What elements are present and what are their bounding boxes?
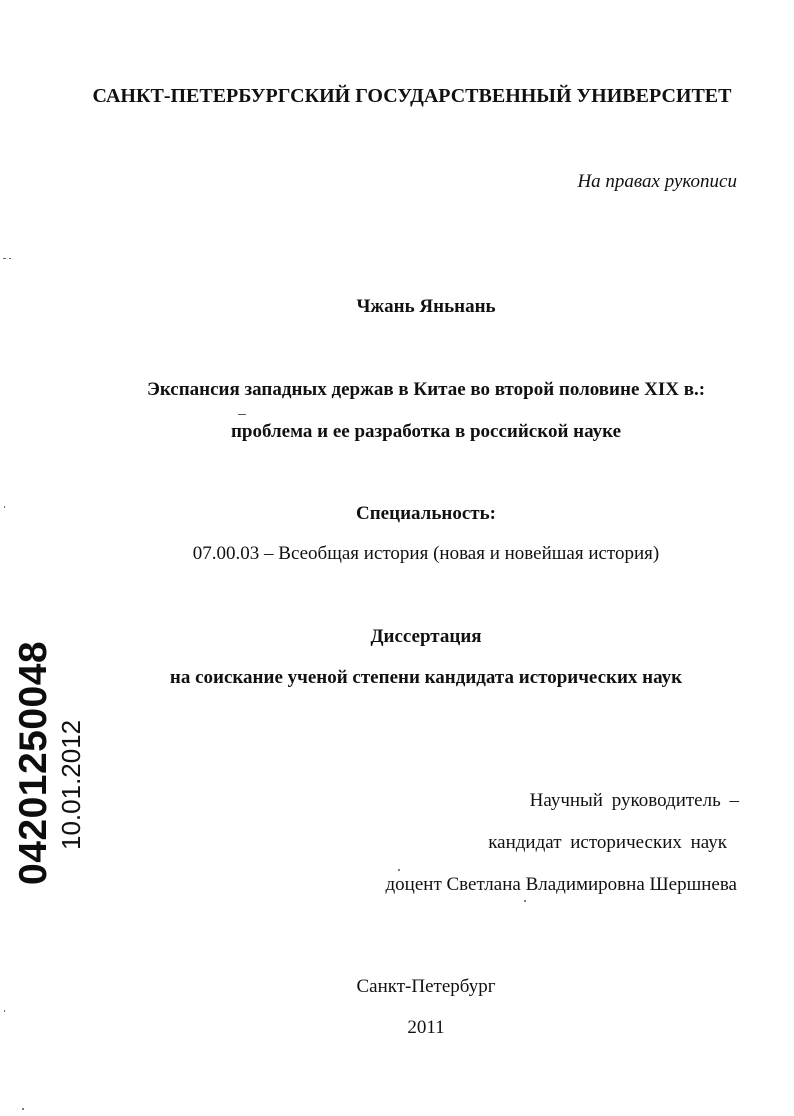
year: 2011 [407, 1017, 445, 1038]
thesis-title-line-1: Экспансия западных держав в Китае во второй половине XIX в.: [146, 379, 706, 400]
supervisor-degree: кандидат исторических наук [488, 832, 727, 853]
dissertation-heading: Диссертация [370, 626, 482, 647]
scan-speck [9, 258, 11, 259]
scan-speck [22, 1108, 24, 1110]
scan-speck [4, 506, 5, 508]
dissertation-purpose: на соискание ученой степени кандидата исторических наук [169, 667, 683, 688]
library-stamp-date: 10.01.2012 [56, 719, 86, 850]
manuscript-note: На правах рукописи [577, 171, 737, 192]
scan-speck [4, 1010, 5, 1012]
specialty-heading: Специальность: [356, 503, 496, 524]
scan-speck [398, 869, 400, 871]
supervisor-name: доцент Светлана Владимировна Шершнева [385, 874, 737, 895]
scan-speck [524, 900, 526, 902]
university-name: САНКТ-ПЕТЕРБУРГСКИЙ ГОСУДАРСТВЕННЫЙ УНИВЕРСИТЕТ [92, 85, 732, 107]
scan-speck [3, 258, 6, 259]
supervisor-role: Научный руководитель – [529, 790, 739, 811]
specialty-value: 07.00.03 – Всеобщая история (новая и новейшая история) [192, 543, 660, 564]
city: Санкт-Петербург [356, 976, 496, 997]
thesis-title-line-2: проблема и ее разработка в российской науке [230, 421, 622, 442]
scan-speck [238, 414, 246, 415]
library-stamp-number: 04201250048 [12, 640, 55, 885]
author-name: Чжань Яньнань [356, 296, 496, 317]
